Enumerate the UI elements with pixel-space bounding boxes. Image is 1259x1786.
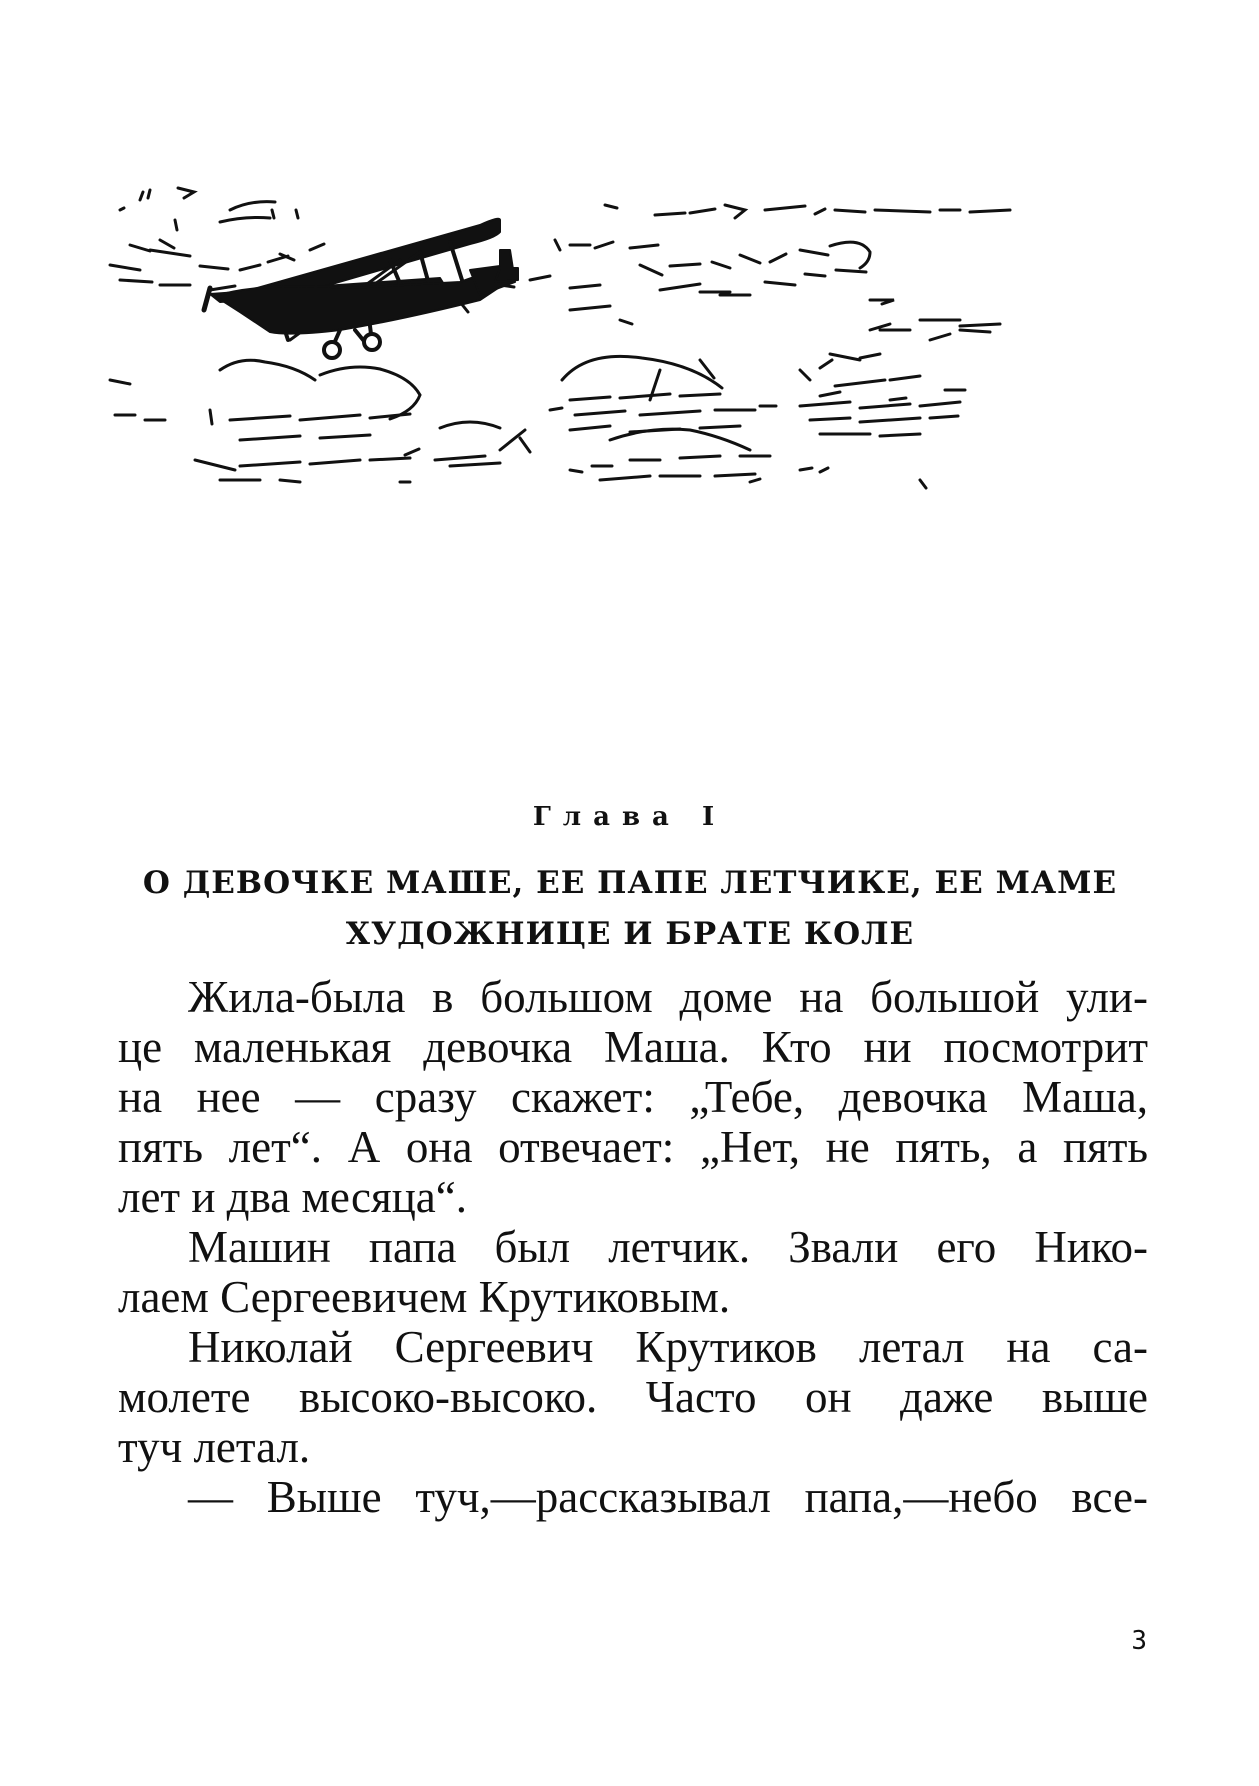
chapter-title-line: О ДЕВОЧКЕ МАШЕ, ЕЕ ПАПЕ ЛЕТЧИКЕ, ЕЕ МАМЕ bbox=[142, 865, 1118, 901]
body-text bbox=[118, 972, 1148, 1522]
text-line: — Выше туч,—рассказывал папа,—небо все- bbox=[188, 1472, 1148, 1522]
text-line: туч летал. bbox=[118, 1422, 311, 1472]
chapter-label: Глава I bbox=[532, 802, 727, 832]
clouds-sketch bbox=[110, 188, 1010, 488]
text-line: Машин папа был летчик. Звали его Нико- bbox=[188, 1222, 1148, 1272]
text-line: пять лет“. А она отвечает: „Нет, не пять, а пять bbox=[118, 1122, 1148, 1172]
page-number: 3 bbox=[1131, 1626, 1147, 1656]
biplane-illustration bbox=[100, 170, 1160, 570]
text-line: Жила-была в большом доме на большой ули- bbox=[188, 972, 1148, 1022]
chapter-title-line: ХУДОЖНИЦЕ И БРАТЕ КОЛЕ bbox=[345, 916, 915, 952]
chapter-title bbox=[118, 858, 1142, 960]
text-line: лаем Сергеевичем Крутиковым. bbox=[118, 1272, 731, 1322]
text-line: Николай Сергеевич Крутиков летал на са- bbox=[188, 1322, 1148, 1372]
biplane bbox=[204, 219, 518, 358]
text-line: це маленькая девочка Маша. Кто ни посмотрит bbox=[118, 1022, 1148, 1072]
text-line: на нее — сразу скажет: „Тебе, девочка Маша, bbox=[118, 1072, 1148, 1122]
text-line: молете высоко-высоко. Часто он даже выше bbox=[118, 1372, 1148, 1422]
text-line: лет и два месяца“. bbox=[118, 1172, 467, 1222]
